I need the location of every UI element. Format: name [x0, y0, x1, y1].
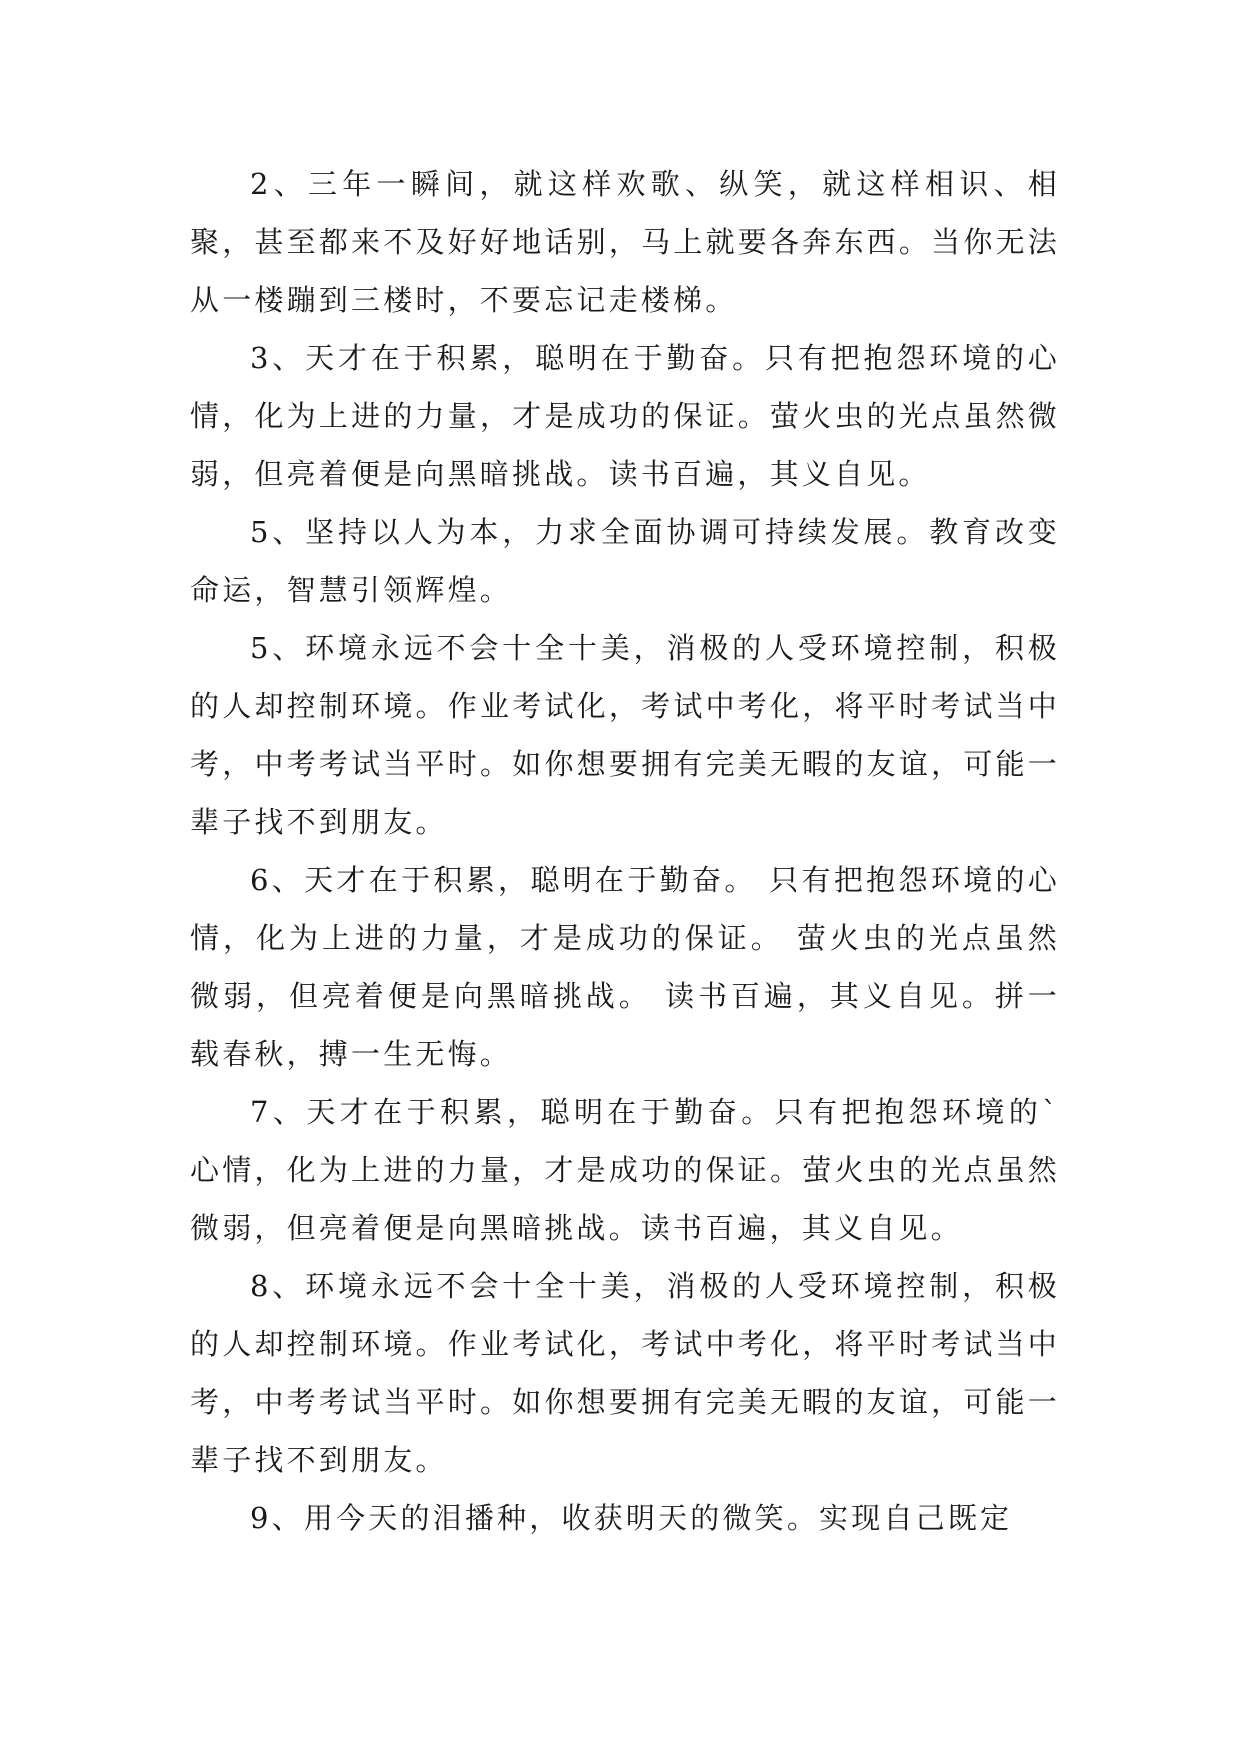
paragraph-5b: 5、环境永远不会十全十美，消极的人受环境控制，积极的人却控制环境。作业考试化，考试中考化，将平时考试当中考，中考考试当平时。如你想要拥有完美无暇的友谊，可能一辈子找不到朋友。 — [190, 631, 1060, 839]
paragraph-8: 8、环境永远不会十全十美，消极的人受环境控制，积极的人却控制环境。作业考试化，考试中考化，将平时考试当中考，中考考试当平时。如你想要拥有完美无暇的友谊，可能一辈子找不到朋友。 — [190, 1269, 1060, 1477]
paragraph-2: 2、三年一瞬间，就这样欢歌、纵笑，就这样相识、相聚，甚至都来不及好好地话别，马上就要各奔东西。当你无法从一楼蹦到三楼时，不要忘记走楼梯。 — [190, 167, 1060, 317]
paragraph-3: 3、天才在于积累，聪明在于勤奋。只有把抱怨环境的心情，化为上进的力量，才是成功的保证。萤火虫的光点虽然微弱，但亮着便是向黑暗挑战。读书百遍，其义自见。 — [190, 341, 1060, 491]
paragraph-7: 7、天才在于积累，聪明在于勤奋。只有把抱怨环境的`心情，化为上进的力量，才是成功的保证。萤火虫的光点虽然微弱，但亮着便是向黑暗挑战。读书百遍，其义自见。 — [190, 1095, 1060, 1245]
document-body — [190, 155, 1060, 1547]
paragraph-6: 6、天才在于积累，聪明在于勤奋。 只有把抱怨环境的心情，化为上进的力量，才是成功的保证。 萤火虫的光点虽然微弱，但亮着便是向黑暗挑战。 读书百遍，其义自见。拼一载春秋，搏一生无悔。 — [190, 863, 1060, 1071]
paragraph-9: 9、用今天的泪播种，收获明天的微笑。实现自己既定 — [250, 1501, 1013, 1535]
paragraph-5a: 5、坚持以人为本，力求全面协调可持续发展。教育改变命运，智慧引领辉煌。 — [190, 515, 1060, 607]
